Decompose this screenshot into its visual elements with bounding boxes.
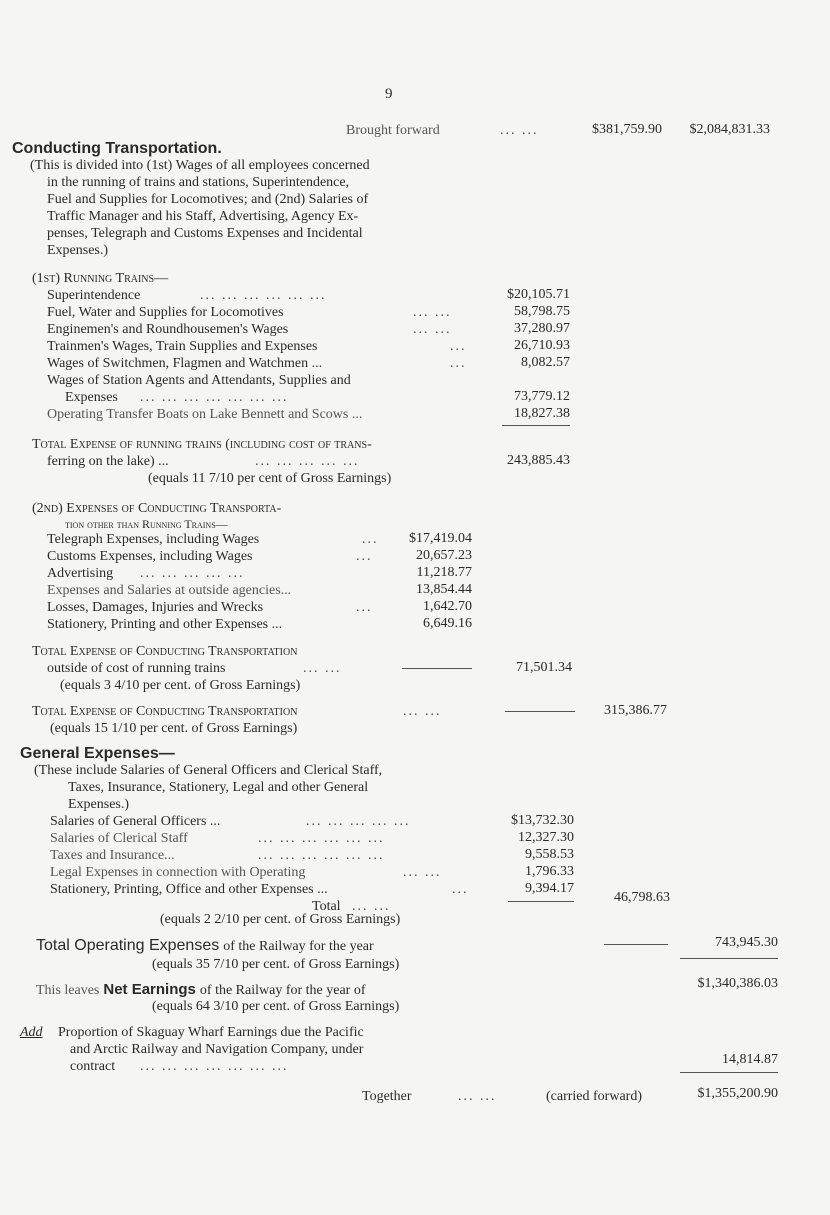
general-desc-line: Taxes, Insurance, Stationery, Legal and other General: [68, 780, 369, 795]
running-item-dots: ...: [450, 339, 467, 354]
net-earnings-rest: of the Railway for the year of: [199, 983, 366, 998]
other-item-label: Stationery, Printing and other Expenses ...: [47, 617, 283, 632]
other-total-dash: [402, 668, 472, 669]
other-item-value: 6,649.16: [423, 616, 472, 631]
other-item-dots: ... ... ... ... ...: [140, 566, 245, 581]
conducting-heading: Conducting Transportation.: [12, 140, 222, 157]
together-dots: ... ...: [458, 1089, 497, 1104]
station-agents-line2: Expenses: [65, 390, 118, 405]
page-number: 9: [385, 86, 393, 102]
other-expenses-heading-line2: tion other than Running Trains—: [65, 517, 228, 531]
carried-forward-label: (carried forward): [546, 1089, 642, 1104]
net-earnings-equals: (equals 64 3/10 per cent. of Gross Earnings): [152, 999, 400, 1014]
net-earnings-value: $1,340,386.03: [697, 976, 778, 991]
other-item-label: Losses, Damages, Injuries and Wrecks: [47, 600, 264, 615]
general-item-label: Salaries of Clerical Staff: [50, 831, 188, 846]
general-item-label: Taxes and Insurance...: [50, 848, 175, 863]
conducting-desc-line: Expenses.): [47, 243, 109, 258]
general-total-equals: (equals 2 2/10 per cent. of Gross Earnings): [160, 912, 401, 927]
general-total-rule: [508, 901, 574, 902]
general-item-value: 9,558.53: [525, 847, 574, 862]
operating-total-line: [36, 937, 374, 955]
running-total-line2: ferring on the lake) ...: [47, 454, 169, 469]
add-label: Add: [20, 1025, 43, 1040]
other-item-label: Telegraph Expenses, including Wages: [47, 532, 260, 547]
operating-total-rest: of the Railway for the year: [223, 939, 374, 954]
other-total-text: Total Expense of Conducting Transportation: [32, 644, 298, 659]
together-value: $1,355,200.90: [697, 1086, 778, 1101]
general-total-value: 46,798.63: [614, 890, 670, 905]
running-item-dots: ... ...: [413, 305, 452, 320]
general-item-dots: ... ...: [403, 865, 442, 880]
running-total-value: 243,885.43: [507, 453, 570, 468]
general-item-label: Legal Expenses in connection with Operating: [50, 865, 306, 880]
together-label: Together: [362, 1089, 412, 1104]
running-item-value: 37,280.97: [514, 321, 570, 336]
conducting-grand-line1: [32, 703, 297, 720]
station-agents-dots: ... ... ... ... ... ... ...: [140, 390, 289, 405]
other-item-value: 13,854.44: [416, 582, 472, 597]
running-item-value: 58,798.75: [514, 304, 570, 319]
running-subtotal-rule: [502, 425, 570, 426]
conducting-grand-dots: ... ...: [403, 704, 442, 719]
general-item-value: $13,732.30: [511, 813, 574, 828]
running-trains-heading: (1st) Running Trains—: [32, 271, 169, 286]
running-item-value: 26,710.93: [514, 338, 570, 353]
running-total-line1: [32, 436, 372, 453]
running-item-label: Fuel, Water and Supplies for Locomotives: [47, 305, 284, 320]
general-total-label: Total: [312, 899, 341, 914]
running-item-value: 8,082.57: [521, 355, 570, 370]
general-desc-line: Expenses.): [68, 797, 130, 812]
conducting-grand-text: Total Expense of Conducting Transportation: [32, 704, 298, 719]
general-item-label: Stationery, Printing, Office and other Expenses ...: [50, 882, 328, 897]
brought-forward-label: Brought forward: [346, 123, 440, 138]
running-item-dots: ... ...: [413, 322, 452, 337]
other-total-equals: (equals 3 4/10 per cent. of Gross Earnings): [60, 678, 301, 693]
running-item-label: Wages of Switchmen, Flagmen and Watchmen ...: [47, 356, 323, 371]
general-total-dots: ... ...: [352, 899, 391, 914]
net-earnings-bold: Net Earnings: [103, 981, 196, 998]
brought-forward-value-1: $381,759.90: [592, 122, 662, 137]
net-earnings-prefix: This leaves: [36, 983, 100, 998]
other-item-value: $17,419.04: [409, 531, 472, 546]
operating-total-rule: [680, 958, 778, 959]
other-total-value: 71,501.34: [516, 660, 572, 675]
other-total-dots: ... ...: [303, 661, 342, 676]
wharf-line1: Proportion of Skaguay Wharf Earnings due the Pacific: [58, 1025, 364, 1040]
running-total-dots: ... ... ... ... ...: [255, 454, 360, 469]
other-item-dots: ...: [356, 549, 373, 564]
general-item-value: 1,796.33: [525, 864, 574, 879]
operating-total-value: 743,945.30: [715, 935, 778, 950]
general-item-value: 9,394.17: [525, 881, 574, 896]
other-item-value: 20,657.23: [416, 548, 472, 563]
wharf-value: 14,814.87: [722, 1052, 778, 1067]
conducting-grand-equals: (equals 15 1/10 per cent. of Gross Earnings): [50, 721, 298, 736]
other-item-value: 11,218.77: [416, 565, 472, 580]
wharf-line3: contract: [70, 1059, 116, 1074]
general-item-dots: ... ... ... ... ...: [306, 814, 411, 829]
transfer-boats-value: 18,827.38: [514, 406, 570, 421]
other-total-line1: [32, 643, 297, 660]
general-item-dots: ... ... ... ... ... ...: [258, 848, 385, 863]
station-agents-value: 73,779.12: [514, 389, 570, 404]
running-item-label: Superintendence: [47, 288, 141, 303]
other-item-label: Advertising: [47, 566, 114, 581]
other-item-dots: ...: [356, 600, 373, 615]
operating-total-prefix: Total Operating Expenses: [36, 937, 220, 954]
running-total-text: Total Expense of running trains (including cost of trans-: [32, 437, 372, 452]
other-item-dots: ...: [362, 532, 379, 547]
general-item-dots: ... ... ... ... ... ...: [258, 831, 385, 846]
net-earnings-line: [36, 981, 366, 999]
brought-forward-value-2: $2,084,831.33: [689, 122, 770, 137]
conducting-desc-line: penses, Telegraph and Customs Expenses and Incidental: [47, 226, 363, 241]
conducting-desc-line: in the running of trains and stations, Superintendence,: [47, 175, 350, 190]
conducting-desc-line: Traffic Manager and his Staff, Advertising, Agency Ex-: [47, 209, 359, 224]
general-item-dots: ...: [452, 882, 469, 897]
operating-total-dash: [604, 944, 668, 945]
running-item-label: Trainmen's Wages, Train Supplies and Expenses: [47, 339, 318, 354]
running-item-value: $20,105.71: [507, 287, 570, 302]
transfer-boats-label: Operating Transfer Boats on Lake Bennett and Scows ...: [47, 407, 363, 422]
wharf-dots: ... ... ... ... ... ... ...: [140, 1059, 289, 1074]
brought-forward-dots: ... ...: [500, 123, 539, 138]
other-item-value: 1,642.70: [423, 599, 472, 614]
conducting-desc-line: (This is divided into (1st) Wages of all employees concerned: [30, 158, 370, 173]
general-item-label: Salaries of General Officers ...: [50, 814, 221, 829]
running-item-label: Enginemen's and Roundhousemen's Wages: [47, 322, 289, 337]
conducting-grand-value: 315,386.77: [604, 703, 667, 718]
general-item-value: 12,327.30: [518, 830, 574, 845]
other-total-line2: outside of cost of running trains: [47, 661, 226, 676]
other-expenses-heading-line1: (2nd) Expenses of Conducting Transporta-: [32, 501, 282, 516]
station-agents-line1: Wages of Station Agents and Attendants, Supplies and: [47, 373, 351, 388]
conducting-desc-line: Fuel and Supplies for Locomotives; and (2nd) Salaries of: [47, 192, 369, 207]
other-item-label: Customs Expenses, including Wages: [47, 549, 253, 564]
wharf-rule: [680, 1072, 778, 1073]
running-total-equals: (equals 11 7/10 per cent of Gross Earnings): [148, 471, 392, 486]
other-item-label: Expenses and Salaries at outside agencies...: [47, 583, 292, 598]
running-item-dots: ... ... ... ... ... ...: [200, 288, 327, 303]
running-item-dots: ...: [450, 356, 467, 371]
general-desc-line: (These include Salaries of General Officers and Clerical Staff,: [34, 763, 383, 778]
conducting-grand-dash: [505, 711, 575, 712]
wharf-line2: and Arctic Railway and Navigation Company, under: [70, 1042, 364, 1057]
operating-total-equals: (equals 35 7/10 per cent. of Gross Earnings): [152, 957, 400, 972]
general-heading: General Expenses—: [20, 745, 175, 762]
